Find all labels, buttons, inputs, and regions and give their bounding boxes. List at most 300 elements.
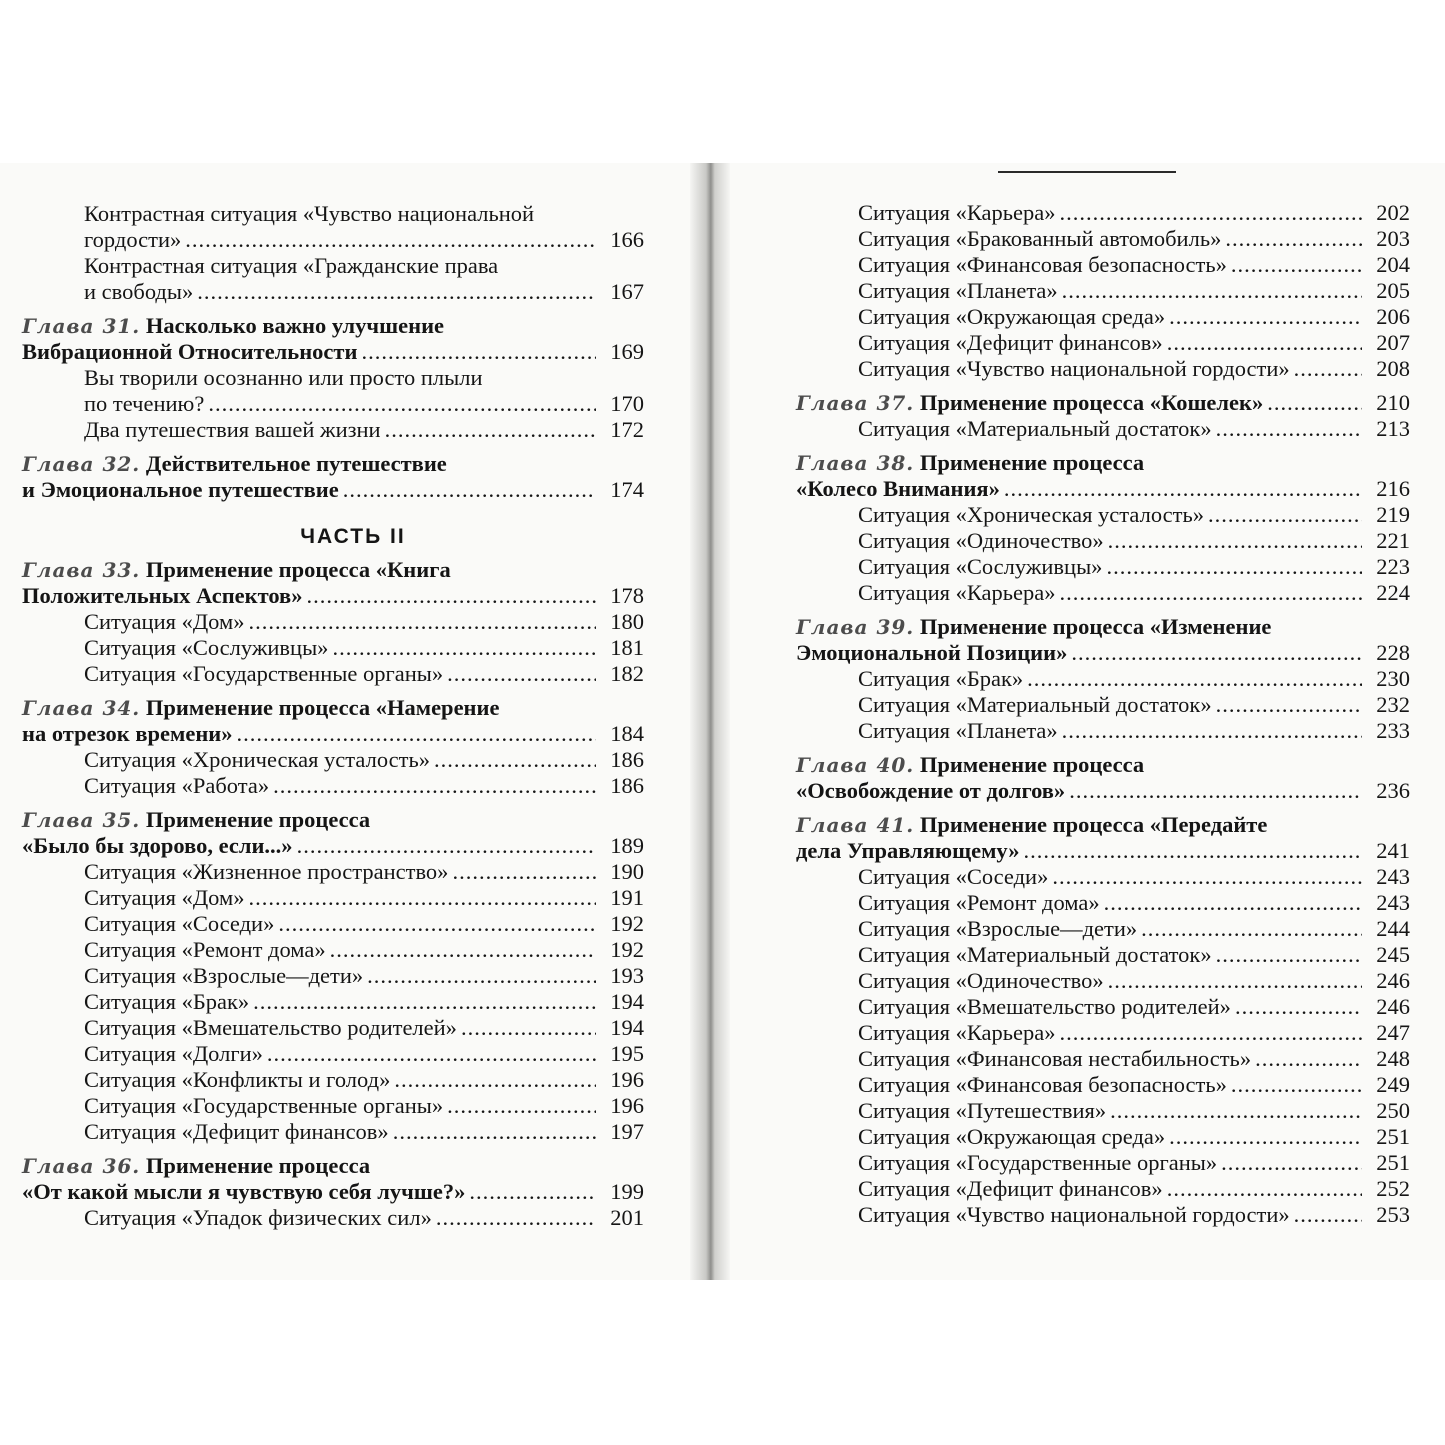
chapter-number: Глава 33. bbox=[22, 558, 141, 582]
toc-subentry bbox=[22, 989, 644, 1015]
page-number: 246 bbox=[1376, 968, 1410, 993]
toc-line bbox=[796, 1176, 1410, 1202]
toc-title-text: Ситуация «Брак» bbox=[858, 666, 1024, 691]
toc-subentry bbox=[796, 554, 1410, 580]
toc-title-text: Ситуация «Вмешательство родителей» bbox=[84, 1015, 457, 1040]
toc-title-text: Ситуация «Дом» bbox=[84, 885, 245, 910]
toc-line bbox=[796, 1098, 1410, 1124]
dot-leader bbox=[1052, 864, 1362, 890]
toc-subentry bbox=[22, 937, 644, 963]
toc-line bbox=[22, 557, 644, 583]
toc-line bbox=[22, 365, 644, 391]
page-number: 246 bbox=[1376, 994, 1410, 1019]
dot-leader bbox=[1216, 416, 1362, 442]
toc-line bbox=[796, 838, 1410, 864]
dot-leader bbox=[436, 1205, 596, 1231]
dot-leader bbox=[1106, 554, 1362, 580]
toc-subentry bbox=[22, 365, 644, 417]
toc-title-text: Ситуация «Финансовая нестабильность» bbox=[858, 1046, 1252, 1071]
toc-title-text: Применение процесса «Намерение bbox=[145, 695, 500, 720]
toc-subentry bbox=[796, 1072, 1410, 1098]
dot-leader bbox=[330, 937, 596, 963]
page-number: 245 bbox=[1376, 942, 1410, 967]
page-number: 181 bbox=[610, 635, 644, 660]
dot-leader bbox=[1108, 528, 1362, 554]
toc-subentry bbox=[796, 994, 1410, 1020]
chapter-number: Глава 41. bbox=[796, 813, 915, 837]
page-number: 201 bbox=[610, 1205, 644, 1230]
toc-title-text: Вибрационной Относительности bbox=[22, 339, 358, 364]
page-number: 192 bbox=[610, 911, 644, 936]
dot-leader bbox=[1294, 356, 1362, 382]
toc-line bbox=[22, 313, 644, 339]
dot-leader bbox=[1062, 278, 1362, 304]
page-number: 178 bbox=[610, 583, 644, 608]
chapter-number: Глава 31. bbox=[22, 314, 141, 338]
toc-line bbox=[796, 778, 1410, 804]
toc-title-text: Ситуация «Финансовая безопасность» bbox=[858, 252, 1227, 277]
toc-right-column bbox=[796, 200, 1410, 1228]
dot-leader bbox=[1231, 252, 1362, 278]
toc-title-text: Ситуация «Ремонт дома» bbox=[84, 937, 326, 962]
toc-line bbox=[796, 528, 1410, 554]
page-number: 249 bbox=[1376, 1072, 1410, 1097]
toc-line bbox=[22, 661, 644, 687]
toc-subentry bbox=[22, 1119, 644, 1145]
toc-subentry bbox=[796, 1046, 1410, 1072]
toc-line bbox=[796, 450, 1410, 476]
toc-title-text: на отрезок времени» bbox=[22, 721, 233, 746]
toc-subentry bbox=[22, 911, 644, 937]
page-number: 170 bbox=[610, 391, 644, 416]
toc-title-text: Ситуация «Окружающая среда» bbox=[858, 1124, 1166, 1149]
toc-line bbox=[796, 812, 1410, 838]
page-number: 251 bbox=[1376, 1150, 1410, 1175]
toc-line bbox=[22, 963, 644, 989]
toc-title-text: Ситуация «Работа» bbox=[84, 773, 270, 798]
dot-leader bbox=[208, 391, 596, 417]
toc-title-text: Ситуация «Материальный достаток» bbox=[858, 692, 1212, 717]
dot-leader bbox=[249, 885, 597, 911]
toc-line bbox=[22, 807, 644, 833]
toc-title-text: Применение процесса «Передайте bbox=[919, 812, 1268, 837]
toc-title-text: Ситуация «Взрослые—дети» bbox=[84, 963, 364, 988]
dot-leader bbox=[1108, 968, 1362, 994]
chapter-number: Глава 37. bbox=[796, 391, 915, 415]
dot-leader bbox=[1294, 1202, 1362, 1228]
toc-subentry bbox=[796, 942, 1410, 968]
toc-subentry bbox=[22, 201, 644, 253]
page-number: 219 bbox=[1376, 502, 1410, 527]
toc-line bbox=[22, 477, 644, 503]
dot-leader bbox=[1167, 1176, 1362, 1202]
toc-line bbox=[796, 994, 1410, 1020]
toc-subentry bbox=[796, 416, 1410, 442]
dot-leader bbox=[273, 773, 596, 799]
dot-leader bbox=[1110, 1098, 1362, 1124]
toc-line bbox=[22, 747, 644, 773]
page-number: 196 bbox=[610, 1067, 644, 1092]
toc-line bbox=[796, 304, 1410, 330]
page-number: 184 bbox=[610, 721, 644, 746]
page-number: 253 bbox=[1376, 1202, 1410, 1227]
page-number: 193 bbox=[610, 963, 644, 988]
page-number: 191 bbox=[610, 885, 644, 910]
toc-subentry bbox=[22, 609, 644, 635]
toc-title-text: «Освобождение от долгов» bbox=[796, 778, 1066, 803]
toc-subentry bbox=[22, 253, 644, 305]
toc-line bbox=[796, 1046, 1410, 1072]
toc-chapter bbox=[22, 313, 644, 365]
toc-title-text: Ситуация «Чувство национальной гордости» bbox=[858, 356, 1290, 381]
toc-line bbox=[22, 773, 644, 799]
toc-title-text: Ситуация «Ремонт дома» bbox=[858, 890, 1100, 915]
toc-line bbox=[22, 989, 644, 1015]
toc-line bbox=[22, 279, 644, 305]
dot-leader bbox=[1231, 1072, 1362, 1098]
toc-title-text: Ситуация «Соседи» bbox=[858, 864, 1049, 889]
toc-line bbox=[796, 554, 1410, 580]
dot-leader bbox=[1208, 502, 1362, 528]
dot-leader bbox=[361, 339, 596, 365]
page-number: 169 bbox=[610, 339, 644, 364]
dot-leader bbox=[1169, 304, 1362, 330]
toc-chapter bbox=[22, 695, 644, 747]
page-number: 228 bbox=[1376, 640, 1410, 665]
toc-line bbox=[22, 451, 644, 477]
dot-leader bbox=[1221, 1150, 1362, 1176]
book-spread bbox=[0, 163, 1445, 1280]
toc-line bbox=[22, 721, 644, 747]
page-number: 186 bbox=[610, 747, 644, 772]
toc-line bbox=[22, 635, 644, 661]
toc-line bbox=[796, 614, 1410, 640]
toc-title-text: Ситуация «Сослуживцы» bbox=[858, 554, 1103, 579]
toc-line bbox=[796, 718, 1410, 744]
toc-title-text: Ситуация «Дефицит финансов» bbox=[858, 330, 1163, 355]
toc-title-text: Ситуация «Государственные органы» bbox=[858, 1150, 1218, 1175]
page-number: 182 bbox=[610, 661, 644, 686]
toc-chapter bbox=[796, 752, 1410, 804]
toc-subentry bbox=[796, 890, 1410, 916]
toc-title-text: Применение процесса bbox=[145, 807, 371, 832]
dot-leader bbox=[469, 1179, 596, 1205]
toc-chapter bbox=[796, 450, 1410, 502]
dot-leader bbox=[1169, 1124, 1362, 1150]
toc-line bbox=[22, 911, 644, 937]
dot-leader bbox=[1167, 330, 1362, 356]
page-number: 197 bbox=[610, 1119, 644, 1144]
page-number: 204 bbox=[1376, 252, 1410, 277]
toc-line bbox=[22, 859, 644, 885]
toc-line bbox=[796, 226, 1410, 252]
dot-leader bbox=[1255, 1046, 1362, 1072]
toc-title-text: Ситуация «Карьера» bbox=[858, 200, 1056, 225]
toc-chapter bbox=[22, 451, 644, 503]
toc-title-text: Вы творили осознанно или просто плыли bbox=[84, 365, 483, 390]
toc-title-text: и свободы» bbox=[84, 279, 194, 304]
toc-title-text: Ситуация «Материальный достаток» bbox=[858, 416, 1212, 441]
toc-line bbox=[796, 1150, 1410, 1176]
toc-subentry bbox=[22, 1041, 644, 1067]
toc-line bbox=[796, 916, 1410, 942]
dot-leader bbox=[1060, 200, 1362, 226]
toc-subentry bbox=[796, 968, 1410, 994]
toc-line bbox=[796, 968, 1410, 994]
dot-leader bbox=[1060, 1020, 1362, 1046]
toc-title-text: по течению? bbox=[84, 391, 205, 416]
page-number: 190 bbox=[610, 859, 644, 884]
page-number: 210 bbox=[1376, 390, 1410, 415]
page-number: 230 bbox=[1376, 666, 1410, 691]
toc-subentry bbox=[22, 1015, 644, 1041]
page-number: 243 bbox=[1376, 864, 1410, 889]
toc-line bbox=[796, 666, 1410, 692]
toc-title-text: Ситуация «Бракованный автомобиль» bbox=[858, 226, 1222, 251]
dot-leader bbox=[278, 911, 596, 937]
toc-title-text: Два путешествия вашей жизни bbox=[84, 417, 381, 442]
toc-title-text: Ситуация «Хроническая усталость» bbox=[84, 747, 430, 772]
page-number: 192 bbox=[610, 937, 644, 962]
toc-title-text: Ситуация «Материальный достаток» bbox=[858, 942, 1212, 967]
page-number: 244 bbox=[1376, 916, 1410, 941]
header-rule bbox=[998, 171, 1176, 173]
dot-leader bbox=[1069, 778, 1362, 804]
page-number: 203 bbox=[1376, 226, 1410, 251]
page-number: 224 bbox=[1376, 580, 1410, 605]
toc-line bbox=[22, 833, 644, 859]
toc-title-text: гордости» bbox=[84, 227, 182, 252]
toc-title-text: Ситуация «Долги» bbox=[84, 1041, 263, 1066]
part-heading: ЧАСТЬ II bbox=[300, 525, 406, 548]
toc-subentry bbox=[22, 1205, 644, 1231]
dot-leader bbox=[452, 859, 596, 885]
dot-leader bbox=[249, 609, 597, 635]
toc-title-text: Ситуация «Одиночество» bbox=[858, 968, 1104, 993]
toc-subentry bbox=[796, 356, 1410, 382]
toc-subentry bbox=[796, 502, 1410, 528]
dot-leader bbox=[197, 279, 596, 305]
page-number: 174 bbox=[610, 477, 644, 502]
toc-title-text: Ситуация «Конфликты и голод» bbox=[84, 1067, 391, 1092]
toc-subentry bbox=[796, 916, 1410, 942]
toc-line bbox=[22, 1119, 644, 1145]
toc-title-text: Применение процесса bbox=[919, 450, 1145, 475]
toc-title-text: Ситуация «Финансовая безопасность» bbox=[858, 1072, 1227, 1097]
dot-leader bbox=[1104, 890, 1362, 916]
toc-title-text: Насколько важно улучшение bbox=[145, 313, 445, 338]
toc-subentry bbox=[796, 330, 1410, 356]
dot-leader bbox=[185, 227, 596, 253]
toc-subentry bbox=[796, 864, 1410, 890]
toc-line bbox=[22, 339, 644, 365]
toc-line bbox=[796, 1020, 1410, 1046]
toc-title-text: Ситуация «Соседи» bbox=[84, 911, 275, 936]
toc-line bbox=[796, 864, 1410, 890]
page-number: 247 bbox=[1376, 1020, 1410, 1045]
toc-line bbox=[796, 752, 1410, 778]
page-number: 172 bbox=[610, 417, 644, 442]
toc-line bbox=[22, 227, 644, 253]
toc-title-text: дела Управляющему» bbox=[796, 838, 1020, 863]
toc-line bbox=[796, 356, 1410, 382]
dot-leader bbox=[394, 1067, 596, 1093]
dot-leader bbox=[447, 1093, 596, 1119]
toc-line bbox=[796, 330, 1410, 356]
chapter-number: Глава 35. bbox=[22, 808, 141, 832]
toc-title-text: Ситуация «Планета» bbox=[858, 278, 1058, 303]
toc-line bbox=[22, 937, 644, 963]
page-number: 216 bbox=[1376, 476, 1410, 501]
page-number: 202 bbox=[1376, 200, 1410, 225]
toc-title-text: Ситуация «Упадок физических сил» bbox=[84, 1205, 432, 1230]
page-number: 205 bbox=[1376, 278, 1410, 303]
page-number: 243 bbox=[1376, 890, 1410, 915]
toc-line bbox=[22, 1093, 644, 1119]
toc-line bbox=[22, 391, 644, 417]
toc-line bbox=[22, 1041, 644, 1067]
page-number: 213 bbox=[1376, 416, 1410, 441]
toc-line bbox=[22, 609, 644, 635]
dot-leader bbox=[393, 1119, 596, 1145]
page-number: 233 bbox=[1376, 718, 1410, 743]
dot-leader bbox=[447, 661, 596, 687]
toc-left-column bbox=[22, 201, 644, 1231]
page-number: 194 bbox=[610, 1015, 644, 1040]
page-number: 180 bbox=[610, 609, 644, 634]
toc-subentry bbox=[796, 304, 1410, 330]
toc-subentry bbox=[22, 963, 644, 989]
toc-title-text: Ситуация «Государственные органы» bbox=[84, 1093, 444, 1118]
toc-line bbox=[22, 1015, 644, 1041]
toc-title-text: Применение процесса «Книга bbox=[145, 557, 451, 582]
toc-subentry bbox=[796, 1020, 1410, 1046]
dot-leader bbox=[367, 963, 596, 989]
toc-subentry bbox=[796, 1098, 1410, 1124]
dot-leader bbox=[1216, 942, 1362, 968]
toc-title-text: Применение процесса bbox=[145, 1153, 371, 1178]
toc-line bbox=[796, 200, 1410, 226]
toc-title-text: Действительное путешествие bbox=[145, 451, 447, 476]
toc-title-text: Применение процесса bbox=[919, 752, 1145, 777]
toc-chapter bbox=[22, 557, 644, 609]
dot-leader bbox=[385, 417, 596, 443]
dot-leader bbox=[1141, 916, 1362, 942]
toc-subentry bbox=[796, 226, 1410, 252]
toc-subentry bbox=[796, 692, 1410, 718]
toc-title-text: Ситуация «Взрослые—дети» bbox=[858, 916, 1138, 941]
dot-leader bbox=[306, 583, 596, 609]
page-number: 196 bbox=[610, 1093, 644, 1118]
toc-subentry bbox=[22, 773, 644, 799]
toc-title-text: Ситуация «Дом» bbox=[84, 609, 245, 634]
toc-subentry bbox=[796, 1202, 1410, 1228]
chapter-number: Глава 36. bbox=[22, 1154, 141, 1178]
page-number: 199 bbox=[610, 1179, 644, 1204]
toc-subentry bbox=[796, 1176, 1410, 1202]
toc-subentry bbox=[796, 252, 1410, 278]
dot-leader bbox=[1023, 838, 1362, 864]
dot-leader bbox=[253, 989, 596, 1015]
toc-chapter bbox=[22, 1153, 644, 1205]
toc-subentry bbox=[22, 635, 644, 661]
page-number: 166 bbox=[610, 227, 644, 252]
dot-leader bbox=[1235, 994, 1362, 1020]
toc-title-text: «Было бы здорово, если...» bbox=[22, 833, 293, 858]
page-number: 250 bbox=[1376, 1098, 1410, 1123]
toc-subentry bbox=[22, 661, 644, 687]
book-gutter bbox=[690, 163, 730, 1280]
toc-title-text: Ситуация «Чувство национальной гордости» bbox=[858, 1202, 1290, 1227]
toc-line bbox=[796, 942, 1410, 968]
dot-leader bbox=[1062, 718, 1362, 744]
toc-line bbox=[796, 640, 1410, 666]
toc-title-text: «От какой мысли я чувствую себя лучше?» bbox=[22, 1179, 466, 1204]
dot-leader bbox=[267, 1041, 596, 1067]
toc-title-text: Ситуация «Сослуживцы» bbox=[84, 635, 329, 660]
chapter-number: Глава 40. bbox=[796, 753, 915, 777]
page-number: 236 bbox=[1376, 778, 1410, 803]
toc-line bbox=[796, 1072, 1410, 1098]
toc-title-text: Ситуация «Карьера» bbox=[858, 1020, 1056, 1045]
toc-chapter bbox=[796, 614, 1410, 666]
toc-subentry bbox=[22, 885, 644, 911]
page-number: 232 bbox=[1376, 692, 1410, 717]
chapter-number: Глава 38. bbox=[796, 451, 915, 475]
toc-title-text: Контрастная ситуация «Гражданские права bbox=[84, 253, 499, 278]
toc-title-text: Ситуация «Брак» bbox=[84, 989, 250, 1014]
page-number: 186 bbox=[610, 773, 644, 798]
toc-line bbox=[796, 890, 1410, 916]
toc-title-text: Ситуация «Одиночество» bbox=[858, 528, 1104, 553]
dot-leader bbox=[1216, 692, 1362, 718]
page-number: 194 bbox=[610, 989, 644, 1014]
toc-subentry bbox=[22, 859, 644, 885]
toc-title-text: Ситуация «Государственные органы» bbox=[84, 661, 444, 686]
toc-subentry bbox=[22, 1067, 644, 1093]
toc-title-text: Ситуация «Окружающая среда» bbox=[858, 304, 1166, 329]
page-number: 189 bbox=[610, 833, 644, 858]
toc-title-text: Ситуация «Дефицит финансов» bbox=[84, 1119, 389, 1144]
toc-line bbox=[22, 695, 644, 721]
dot-leader bbox=[434, 747, 596, 773]
page-number: 223 bbox=[1376, 554, 1410, 579]
page-number: 221 bbox=[1376, 528, 1410, 553]
toc-subentry bbox=[22, 1093, 644, 1119]
dot-leader bbox=[1071, 640, 1362, 666]
toc-line bbox=[796, 476, 1410, 502]
toc-line bbox=[22, 583, 644, 609]
page-number: 208 bbox=[1376, 356, 1410, 381]
toc-subentry bbox=[22, 417, 644, 443]
toc-title-text: и Эмоциональное путешествие bbox=[22, 477, 339, 502]
toc-line bbox=[22, 885, 644, 911]
toc-subentry bbox=[796, 718, 1410, 744]
toc-subentry bbox=[796, 278, 1410, 304]
toc-line bbox=[796, 580, 1410, 606]
toc-title-text: Ситуация «Дефицит финансов» bbox=[858, 1176, 1163, 1201]
toc-line bbox=[796, 1124, 1410, 1150]
toc-title-text: Ситуация «Хроническая усталость» bbox=[858, 502, 1204, 527]
dot-leader bbox=[1225, 226, 1362, 252]
toc-title-text: Положительных Аспектов» bbox=[22, 583, 303, 608]
page-number: 195 bbox=[610, 1041, 644, 1066]
toc-line bbox=[22, 1067, 644, 1093]
toc-line bbox=[796, 252, 1410, 278]
toc-line bbox=[796, 1202, 1410, 1228]
toc-line bbox=[22, 253, 644, 279]
chapter-number: Глава 32. bbox=[22, 452, 141, 476]
